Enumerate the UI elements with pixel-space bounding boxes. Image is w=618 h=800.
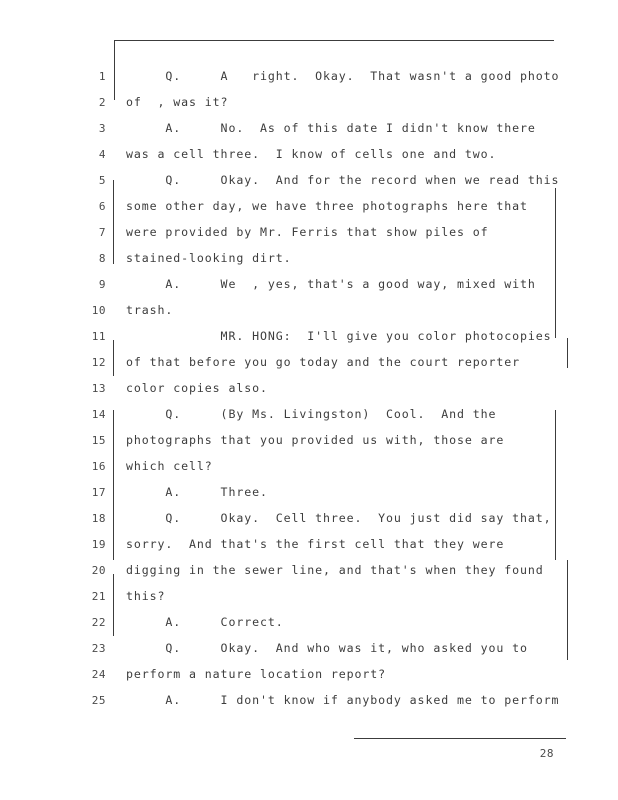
line-number: 16 (91, 460, 106, 473)
line-number: 3 (98, 122, 106, 135)
line-text: Q. (By Ms. Livingston) Cool. And the (126, 407, 497, 421)
line-text: this? (126, 589, 166, 603)
line-text: MR. HONG: I'll give you color photocopies (126, 329, 552, 343)
line-text: of , was it? (126, 95, 229, 109)
line-number: 13 (91, 382, 106, 395)
transcript-line (0, 536, 618, 556)
line-text: sorry. And that's the first cell that they were (126, 537, 505, 551)
transcript-line (0, 68, 618, 88)
transcript-line (0, 276, 618, 296)
transcript-line (0, 640, 618, 660)
line-text: stained-looking dirt. (126, 251, 292, 265)
line-number: 7 (98, 226, 106, 239)
line-number: 22 (91, 616, 106, 629)
line-text: A. Three. (126, 485, 268, 499)
line-text: some other day, we have three photographs here that (126, 199, 528, 213)
line-text: Q. Okay. Cell three. You just did say that, (126, 511, 552, 525)
line-number: 5 (98, 174, 106, 187)
line-number: 17 (91, 486, 106, 499)
line-text: Q. Okay. And who was it, who asked you to (126, 641, 528, 655)
line-number: 4 (98, 148, 106, 161)
line-number: 15 (91, 434, 106, 447)
transcript-line (0, 198, 618, 218)
transcript-line (0, 562, 618, 582)
line-text: was a cell three. I know of cells one and two. (126, 147, 497, 161)
line-text: trash. (126, 303, 174, 317)
transcript-line (0, 146, 618, 166)
line-number: 19 (91, 538, 106, 551)
transcript-line (0, 588, 618, 608)
transcript-line (0, 354, 618, 374)
line-number: 21 (91, 590, 106, 603)
transcript-line (0, 302, 618, 322)
line-number: 11 (91, 330, 106, 343)
line-text: Q. Okay. And for the record when we read this (126, 173, 560, 187)
bottom-rule (354, 738, 566, 739)
page-number: 28 (539, 747, 554, 760)
transcript-line (0, 172, 618, 192)
line-number: 8 (98, 252, 106, 265)
line-text: perform a nature location report? (126, 667, 387, 681)
line-text: A. We , yes, that's a good way, mixed with (126, 277, 536, 291)
line-number: 24 (91, 668, 106, 681)
transcript-line (0, 692, 618, 712)
transcript-line (0, 120, 618, 140)
transcript-line (0, 94, 618, 114)
transcript-line (0, 614, 618, 634)
line-text: A. No. As of this date I didn't know there (126, 121, 536, 135)
line-text: which cell? (126, 459, 213, 473)
line-number: 2 (98, 96, 106, 109)
top-rule (114, 40, 554, 41)
line-number: 14 (91, 408, 106, 421)
line-text: photographs that you provided us with, those are (126, 433, 505, 447)
line-number: 1 (98, 70, 106, 83)
line-text: A. Correct. (126, 615, 284, 629)
transcript-line (0, 328, 618, 348)
line-number: 12 (91, 356, 106, 369)
line-number: 25 (91, 694, 106, 707)
line-text: were provided by Mr. Ferris that show piles of (126, 225, 489, 239)
transcript-line (0, 510, 618, 530)
transcript-line (0, 250, 618, 270)
transcript-line (0, 224, 618, 244)
line-text: A. I don't know if anybody asked me to perform (126, 693, 560, 707)
line-text: Q. A right. Okay. That wasn't a good photo (126, 69, 560, 83)
transcript-line (0, 406, 618, 426)
transcript-line (0, 432, 618, 452)
line-number: 10 (91, 304, 106, 317)
line-number: 6 (98, 200, 106, 213)
transcript-line (0, 380, 618, 400)
line-text: color copies also. (126, 381, 268, 395)
transcript-line (0, 458, 618, 478)
transcript-line (0, 666, 618, 686)
line-text: digging in the sewer line, and that's when they found (126, 563, 544, 577)
line-text: of that before you go today and the court reporter (126, 355, 521, 369)
line-number: 23 (91, 642, 106, 655)
transcript-line (0, 484, 618, 504)
line-number: 9 (98, 278, 106, 291)
line-number: 18 (91, 512, 106, 525)
line-number: 20 (91, 564, 106, 577)
